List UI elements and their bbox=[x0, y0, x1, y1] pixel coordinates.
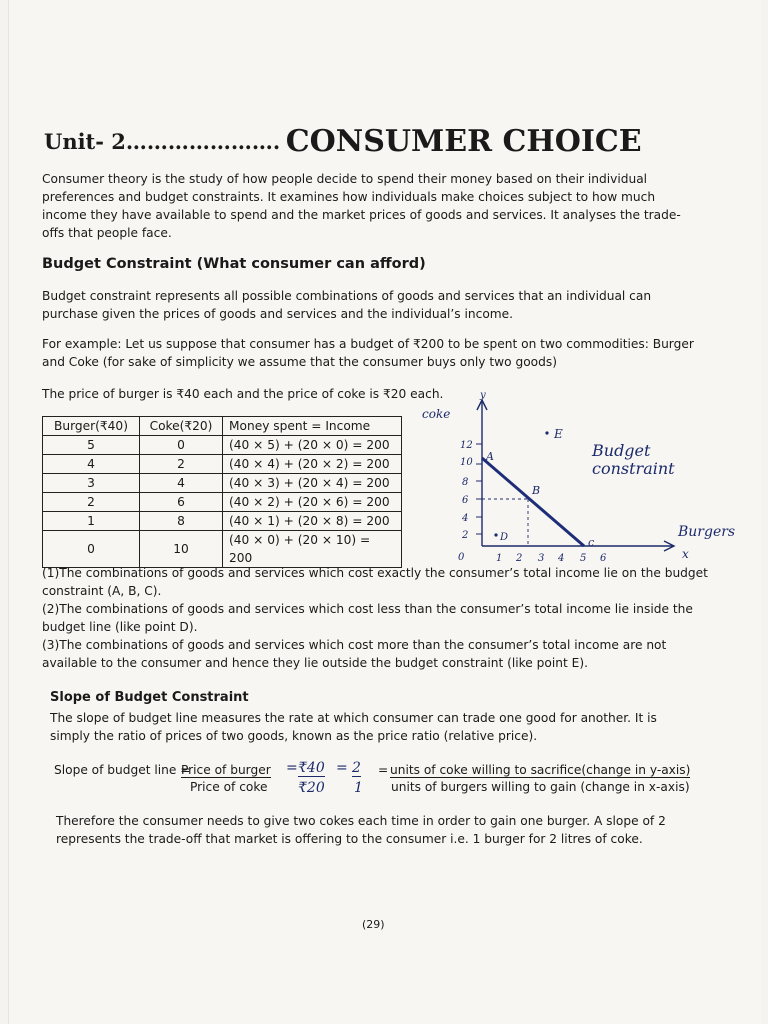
conclusion-text: Therefore the consumer needs to give two cokes each time in order to gain one burger. A slope of 2 represents the trade-off that market is offering to the consumer i.e. 1 burger for 2 litres of coke. bbox=[56, 814, 666, 846]
points-list bbox=[42, 564, 712, 672]
point-e-marker bbox=[545, 431, 548, 434]
unit-label: Unit- 2…………………. bbox=[44, 129, 281, 154]
x-tick: 1 bbox=[496, 553, 503, 564]
x-tick: 4 bbox=[558, 553, 565, 564]
table-row bbox=[43, 493, 402, 512]
point-d-label: D bbox=[500, 532, 509, 543]
table-row bbox=[43, 474, 402, 493]
table-cell: (40 × 0) + (20 × 10) = 200 bbox=[223, 531, 402, 568]
budget-constraint-graph bbox=[420, 388, 760, 568]
page-number: (29) bbox=[362, 918, 385, 931]
table-cell: 8 bbox=[140, 512, 223, 531]
table-cell: 10 bbox=[140, 531, 223, 568]
budget-definition bbox=[42, 287, 702, 323]
table-cell: (40 × 5) + (20 × 0) = 200 bbox=[223, 436, 402, 455]
y-tick: 8 bbox=[462, 477, 469, 488]
x-tick: 2 bbox=[516, 553, 523, 564]
point-d-marker bbox=[494, 533, 497, 536]
intro-text: Consumer theory is the study of how people decide to spend their money based on their individual preferences and budget constraints. It examines how individuals make choices subject to how much income they have available to spend and the market prices of goods and services. It analyses the trade-offs that people face. bbox=[42, 172, 681, 240]
list-item: (3)The combinations of goods and services which cost more than the consumer’s total income are not available to the consumer and hence they lie outside the budget constraint (like point E). bbox=[42, 638, 667, 670]
formula-numerator-price: Price of burger bbox=[181, 763, 271, 777]
y-tick: 12 bbox=[460, 440, 473, 451]
example-text: For example: Let us suppose that consumer has a budget of ₹200 to be spent on two commodities: Burger and Coke (for sake of simplicity we assume that the consumer buys only two goods) bbox=[42, 337, 694, 369]
price-line bbox=[42, 385, 462, 403]
table-cell: 4 bbox=[140, 474, 223, 493]
formula-numerator-ratio: 2 bbox=[352, 760, 361, 776]
x-tick: 6 bbox=[600, 553, 607, 564]
budget-label-line1: Budget bbox=[592, 441, 651, 460]
origin-label: 0 bbox=[458, 552, 465, 563]
table-row bbox=[43, 436, 402, 455]
point-a-label: A bbox=[486, 450, 494, 463]
table-cell: (40 × 1) + (20 × 8) = 200 bbox=[223, 512, 402, 531]
table-header: Burger(₹40) bbox=[43, 417, 140, 436]
list-item: (2)The combinations of goods and services which cost less than the consumer’s total income lie inside the budget line (like point D). bbox=[42, 602, 693, 634]
y-tick: 10 bbox=[460, 457, 473, 468]
formula-eq-1: = bbox=[286, 760, 298, 776]
x-axis-label: x bbox=[682, 547, 689, 561]
table-cell: 6 bbox=[140, 493, 223, 512]
x-tick: 3 bbox=[538, 553, 545, 564]
table-row bbox=[43, 455, 402, 474]
slope-definition bbox=[50, 709, 700, 745]
chapter-title: CONSUMER CHOICE bbox=[285, 124, 642, 159]
slope-definition-text: The slope of budget line measures the rate at which consumer can trade one good for another. It is simply the ratio of prices of two goods, known as the price ratio (relative price). bbox=[50, 711, 657, 743]
table-cell: (40 × 3) + (20 × 4) = 200 bbox=[223, 474, 402, 493]
y-tick: 6 bbox=[462, 495, 469, 506]
formula-numerator-value: ₹40 bbox=[298, 760, 325, 776]
intro-paragraph bbox=[42, 170, 702, 242]
y-axis-label: y bbox=[480, 390, 486, 401]
table-header: Money spent = Income bbox=[223, 417, 402, 436]
budget-table bbox=[42, 416, 402, 568]
budget-line bbox=[482, 458, 584, 546]
table-cell: 0 bbox=[140, 436, 223, 455]
budget-label-line2: constraint bbox=[592, 459, 675, 478]
slope-heading: Slope of Budget Constraint bbox=[50, 690, 249, 705]
example-paragraph bbox=[42, 335, 702, 371]
formula-lhs: Slope of budget line = bbox=[54, 763, 191, 777]
budget-definition-text: Budget constraint represents all possible combinations of goods and services that an individual can purchase given the prices of goods and services and the individual’s income. bbox=[42, 289, 652, 321]
table-cell: 2 bbox=[43, 493, 140, 512]
slope-formula bbox=[54, 760, 714, 804]
formula-eq-2: = bbox=[336, 760, 348, 776]
formula-eq-3: = bbox=[378, 763, 389, 777]
table-cell: 5 bbox=[43, 436, 140, 455]
table-header-row bbox=[43, 417, 402, 436]
formula-denominator-units: units of burgers willing to gain (change in x-axis) bbox=[391, 780, 690, 794]
y-axis-name: coke bbox=[422, 407, 451, 421]
point-e-label: E bbox=[554, 427, 563, 441]
formula-denominator-ratio: 1 bbox=[354, 780, 363, 796]
point-c-label: c bbox=[588, 536, 595, 549]
table-row bbox=[43, 512, 402, 531]
table-cell: (40 × 4) + (20 × 2) = 200 bbox=[223, 455, 402, 474]
budget-heading: Budget Constraint (What consumer can afford) bbox=[42, 256, 426, 272]
formula-denominator-price: Price of coke bbox=[190, 780, 268, 794]
list-item: (1)The combinations of goods and services which cost exactly the consumer’s total income lie on the budget constraint (A, B, C). bbox=[42, 566, 708, 598]
y-tick: 2 bbox=[462, 530, 469, 541]
conclusion-paragraph bbox=[56, 812, 706, 848]
x-tick: 5 bbox=[580, 553, 587, 564]
price-line-text: The price of burger is ₹40 each and the price of coke is ₹20 each. bbox=[42, 387, 444, 401]
table-header: Coke(₹20) bbox=[140, 417, 223, 436]
y-tick: 4 bbox=[462, 513, 469, 524]
table-cell: 0 bbox=[43, 531, 140, 568]
formula-numerator-units: units of coke willing to sacrifice(change in y-axis) bbox=[390, 763, 691, 777]
table-cell: 3 bbox=[43, 474, 140, 493]
table-cell: 2 bbox=[140, 455, 223, 474]
formula-denominator-value: ₹20 bbox=[298, 780, 325, 796]
table-cell: (40 × 2) + (20 × 6) = 200 bbox=[223, 493, 402, 512]
page-title bbox=[44, 124, 744, 159]
point-b-label: B bbox=[532, 484, 541, 497]
table-cell: 4 bbox=[43, 455, 140, 474]
table-cell: 1 bbox=[43, 512, 140, 531]
x-axis-name: Burgers bbox=[678, 524, 736, 540]
table-row bbox=[43, 531, 402, 568]
